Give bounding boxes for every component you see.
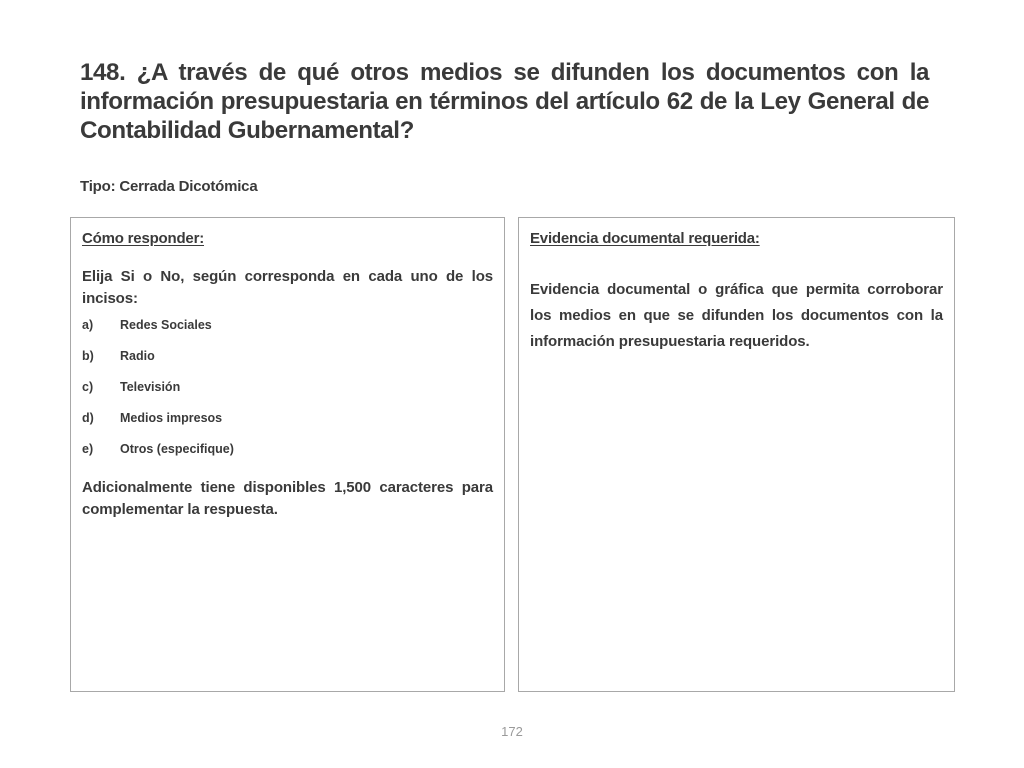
option-label: Televisión [120,380,181,394]
how-to-answer-heading: Cómo responder: [82,230,205,247]
option-item [82,442,493,473]
option-marker: d) [82,411,94,425]
option-item [82,411,493,442]
evidence-panel [518,217,955,692]
evidence-heading: Evidencia documental requerida: [530,230,760,247]
option-marker: c) [82,380,94,394]
option-item [82,349,493,380]
option-marker: b) [82,349,94,363]
options-list [82,318,493,473]
option-label: Radio [120,349,155,363]
answer-instruction: Elija Si o No, según corresponda en cada uno de los incisos: [82,268,493,307]
additional-characters-note: Adicionalmente tiene disponibles 1,500 caracteres para complementar la respuesta. [82,479,493,518]
option-label: Medios impresos [120,411,223,425]
option-marker: a) [82,318,94,332]
option-label: Otros (especifique) [120,442,234,456]
option-item [82,318,493,349]
option-label: Redes Sociales [120,318,212,332]
how-to-answer-panel [70,217,505,692]
page-number: 172 [501,724,523,739]
question-title: 148. ¿A través de qué otros medios se difunden los documentos con la información presupuestaria en términos del artículo 62 de la Ley General de Contabilidad Gubernamental? [80,59,930,144]
question-type: Tipo: Cerrada Dicotómica [80,178,258,195]
option-item [82,380,493,411]
option-marker: e) [82,442,94,456]
evidence-description: Evidencia documental o gráfica que permita corroborar los medios en que se difunden los documentos con la información presupuestaria requeridos. [530,281,943,350]
